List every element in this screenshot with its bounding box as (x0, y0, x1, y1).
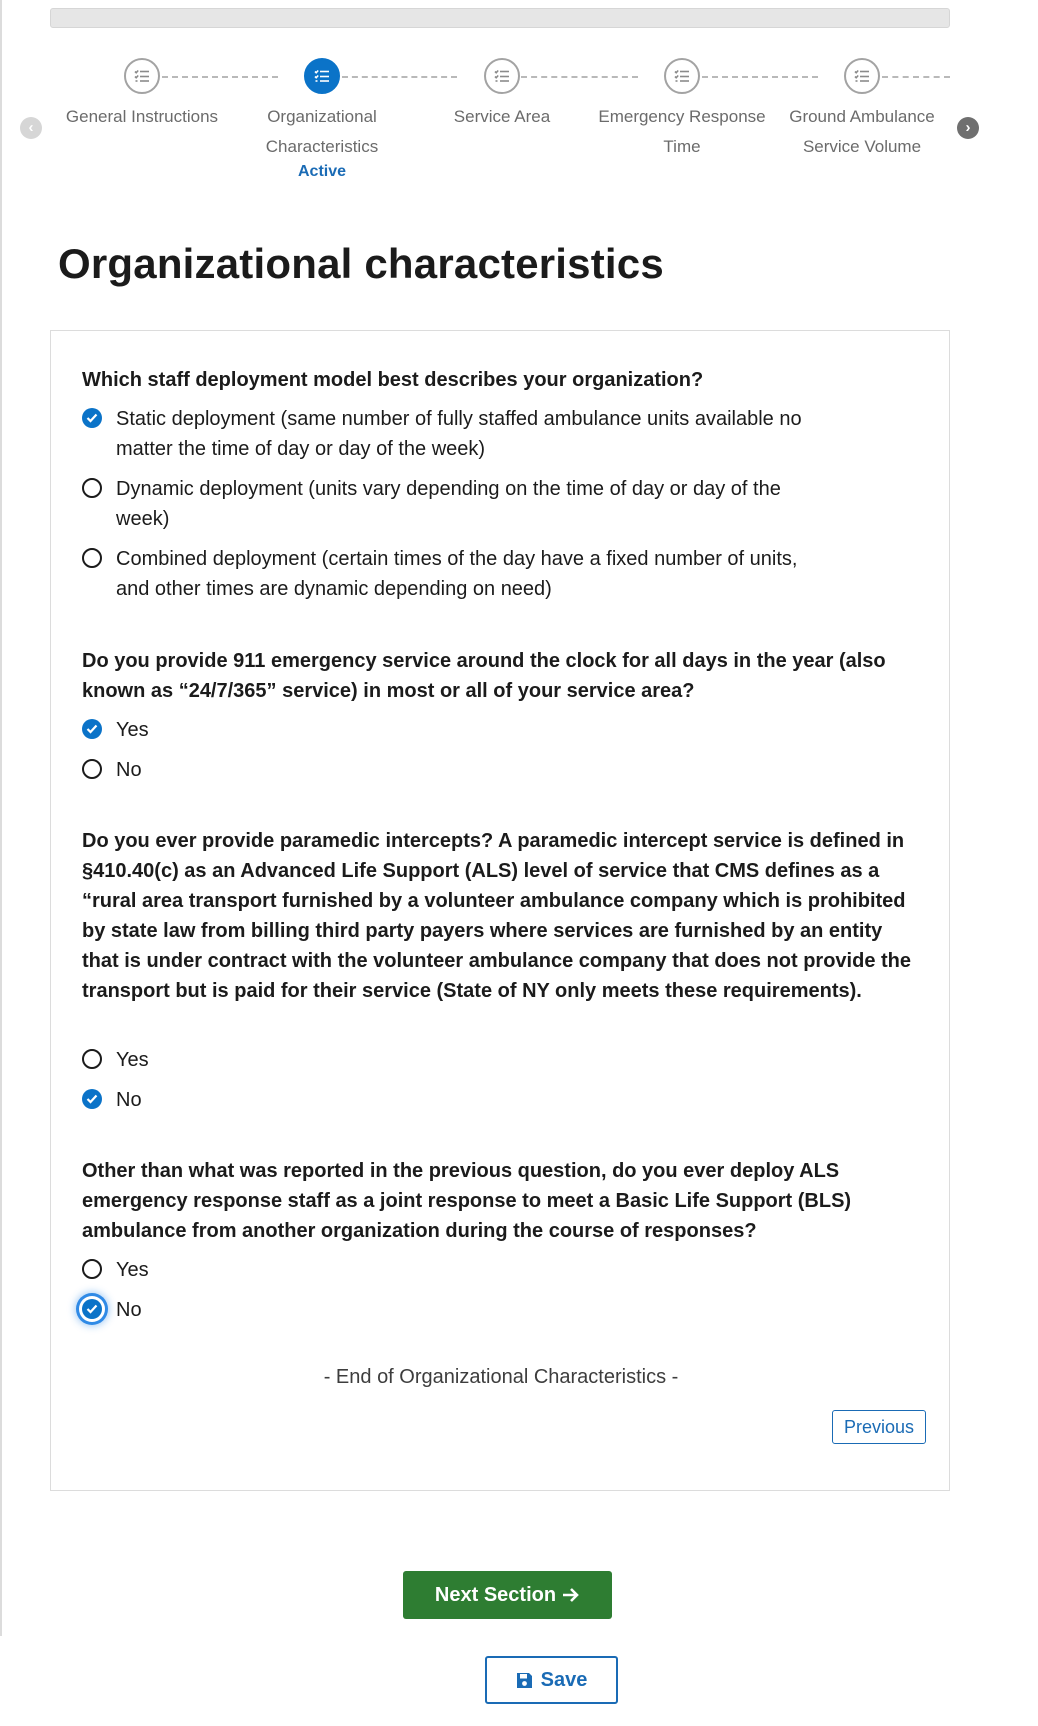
end-of-section-note: - End of Organizational Characteristics - (323, 1366, 679, 1388)
question-paramedic-intercepts: Do you ever provide paramedic intercepts? A paramedic intercept service is defined in §410.40(c) as an Advanced Life Support (ALS) level of service that CMS defines as a “rural area transport furnished by a volunteer ambulance company which is prohibited by state law from billing third party payers where services are furnished by an entity that is under contract with the volunteer ambulance company that does not provide the transport but is paid for their service (State of NY only meets these requirements). (82, 830, 912, 1002)
left-border (0, 0, 2, 1636)
section-stepper (0, 0, 1038, 200)
option-dynamic-deployment[interactable] (82, 474, 802, 534)
next-section-label: Next Section (434, 1583, 557, 1606)
step-emergency-response-time[interactable] (592, 58, 772, 162)
question-als-joint-response: Other than what was reported in the previous question, do you ever deploy ALS emergency response staff as a joint response to meet a Basic Life Support (BLS) ambulance from another organization during the course of responses? (82, 1160, 852, 1242)
step-status: Active (297, 163, 347, 180)
chevron-left-icon[interactable]: ‹ (20, 117, 42, 139)
radio-checked-icon[interactable] (82, 408, 102, 428)
checklist-icon (124, 58, 160, 94)
option-label: No (116, 1299, 142, 1321)
option-als-no[interactable] (82, 1295, 802, 1325)
option-label: No (116, 1089, 142, 1111)
radio-checked-icon[interactable] (82, 719, 102, 739)
radio-icon[interactable] (82, 478, 102, 498)
step-ground-ambulance-service-volume[interactable] (772, 58, 952, 162)
option-label: No (116, 759, 142, 781)
step-label: General Instructions (65, 107, 219, 126)
option-label: Dynamic deployment (units vary depending on the time of day or day of the week) (116, 478, 781, 530)
option-911-no[interactable] (82, 755, 802, 785)
floppy-disk-icon (516, 1672, 533, 1689)
checklist-icon (484, 58, 520, 94)
option-label: Yes (116, 1259, 149, 1281)
option-als-yes[interactable] (82, 1255, 802, 1285)
step-label: Ground Ambulance Service Volume (789, 107, 935, 156)
option-label: Combined deployment (certain times of the day have a fixed number of units, and other times are dynamic depending on need) (116, 548, 798, 600)
radio-icon[interactable] (82, 548, 102, 568)
page-title: Organizational characteristics (58, 240, 664, 287)
previous-button[interactable]: Previous (832, 1410, 926, 1444)
radio-icon[interactable] (82, 1049, 102, 1069)
question-staff-deployment: Which staff deployment model best describes your organization? (82, 369, 704, 391)
radio-checked-icon[interactable] (82, 1299, 102, 1319)
option-911-yes[interactable] (82, 715, 802, 745)
step-organizational-characteristics[interactable] (232, 58, 412, 182)
option-label: Yes (116, 1049, 149, 1071)
save-button[interactable] (485, 1656, 618, 1704)
step-label: Service Area (453, 107, 551, 126)
option-combined-deployment[interactable] (82, 544, 802, 604)
option-label: Static deployment (same number of fully staffed ambulance units available no matter the time of day or day of the week) (116, 408, 802, 460)
checklist-icon (304, 58, 340, 94)
option-intercepts-yes[interactable] (82, 1045, 802, 1075)
option-label: Yes (116, 719, 149, 741)
checklist-icon (664, 58, 700, 94)
question-card (50, 330, 950, 1491)
step-label: Organizational Characteristics (265, 107, 379, 156)
step-label: Emergency Response Time (598, 107, 766, 156)
option-static-deployment[interactable] (82, 404, 802, 464)
arrow-right-icon (562, 1587, 580, 1603)
step-service-area[interactable] (412, 58, 592, 132)
question-911-service: Do you provide 911 emergency service around the clock for all days in the year (also known as “24/7/365” service) in most or all of your service area? (82, 650, 886, 702)
option-intercepts-no[interactable] (82, 1085, 802, 1115)
chevron-right-icon[interactable]: › (957, 117, 979, 139)
radio-icon[interactable] (82, 1259, 102, 1279)
save-label: Save (540, 1668, 588, 1691)
next-section-button[interactable] (403, 1571, 612, 1619)
step-general-instructions[interactable] (52, 58, 232, 132)
checklist-icon (844, 58, 880, 94)
radio-icon[interactable] (82, 759, 102, 779)
radio-checked-icon[interactable] (82, 1089, 102, 1109)
